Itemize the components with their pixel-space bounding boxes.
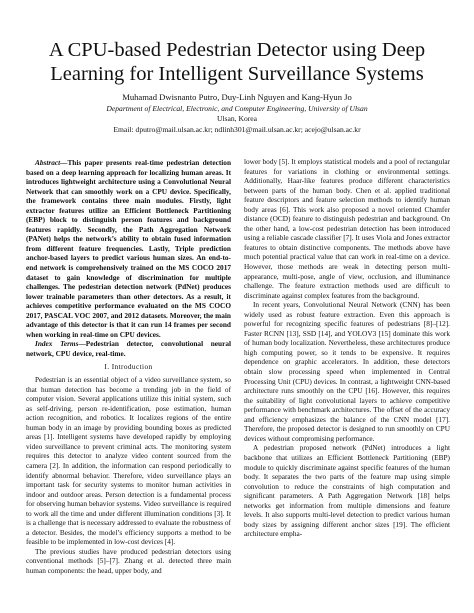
index-terms-text: —Pedestrian detector, convolutional neural network, CPU device, real-time. (26, 339, 231, 358)
paper-title: A CPU-based Pedestrian Detector using Deep Learning for Intelligent Surveillance Systems (48, 39, 426, 85)
right-paragraph-3: A pedestrian proposed network (PdNet) introduces a light backbone that utilizes an Efficient Bottleneck Partitioning (EBP) module to quickly discriminate against specific features of the human body. It separates the two parts of the feature map using simple convolution to reduce the constraints of high computation and significant parameters. A Path Aggregation Network [18] helps networks get information from multiple dimensions and feature levels. It also supports multi-level detection to predict various human body sizes by assigning different anchor sizes [19]. The efficient architecture empha- (244, 443, 450, 539)
section-heading-introduction: I. Introduction (104, 362, 153, 372)
left-column (26, 158, 231, 576)
affiliation: Department of Electrical, Electronic, and Computer Engineering, University of Ulsan (106, 104, 368, 113)
location: Ulsan, Korea (216, 114, 258, 123)
right-paragraph-1: lower body [5]. It employs statistical models and a pool of rectangular features for variations in clothing or environmental settings. Additionally, Haar-like features produce different characteristics between parts of the human body. Chen et al. applied traditional feature descriptors and feature selection methods to identify human body areas [6]. This work also proposed a novel oriented Chamfer distance (OCD) feature to distinguish pedestrian and background. On the other hand, a low-cost pedestrian detection has been introduced using a reliable cascade classifier [7]. It uses Viola and Jones extractor features to obtain distinctive components. The methods above have much potential practical value that can work in real-time on a device. However, those methods are weak in detecting person multi-appearance, multi-pose, angle of view, occlusion, and illuminance challenge. The feature extraction methods used are difficult to discriminate against complex features from the background. (244, 157, 450, 300)
intro-paragraph-1: Pedestrian is an essential object of a video surveillance system, so that human detection has become a trending job in the field of computer vision. Several applications utilize this initial system, such as self-driving, person re-identification, pose estimation, human action recognition, and robotics. It localizes regions of the entire human body in an image by providing bounding boxes as predicted areas [1]. Intelligent systems have developed rapidly by employing video surveillance to prevent criminal acts. The monitoring system requires this detector to analyze video content sourced from the camera [2]. In addition, the information can respond periodically to identify abnormal behavior. Therefore, video surveillance plays an important task for security systems to monitor human activities in indoor and outdoor areas. Person detection is a fundamental process for observing human behavior systems. Video surveillance is required to work all the time and under different illumination conditions [3]. It is a challenge that is necessary addressed to evaluate the robustness of a detector. Besides, the model’s efficiency supports a method to be feasible to be implemented in low-cost devices [4]. (26, 375, 231, 547)
index-terms-lead: Index Terms (35, 339, 79, 349)
intro-paragraph-2: The previous studies have produced pedestrian detectors using conventional methods [5]–[7]. Zhang et al. detected three main human components: the head, upper body, and (26, 546, 231, 575)
author-list: Muhamad Dwisnanto Putro, Duy-Linh Nguyen and Kang-Hyun Jo (122, 92, 352, 102)
index-terms (26, 339, 231, 358)
abstract-lead: Abstract (35, 158, 61, 167)
abstract (26, 158, 231, 339)
right-paragraph-2: In recent years, Convolutional Neural Network (CNN) has been widely used as robust feature extraction. Even this approach is powerful for recognizing specific features of pedestrians [8]–[12]. Faster RCNN [13], SSD [14], and YOLOV3 [15] dominate this work of human body localization. Nevertheless, these architectures produce high computing power, so it tends to be expensive. It requires dependence on graphic accelerators. In addition, these detectors obtain slow processing speed when implemented in Central Processing Unit (CPU) devices. In contrast, a lightweight CNN-based architecture runs smoothly on the CPU [16]. However, this requires the suitability of light convolutional layers to achieve competitive performance with benchmark architectures. The offset of the accuracy and efficiency emphasizes the balance of the CNN model [17]. Therefore, the proposed detector is designed to run smoothly on CPU devices without compromising performance. (244, 300, 450, 443)
abstract-text: —This paper presents real-time pedestrian detection based on a deep learning approach for localizing human areas. It introduces lightweight architecture using a Convolutional Neural Network that can smoothly work on a CPU device. Specifically, the framework contains three main modules. Firstly, light extractor features utilize an Efficient Bottleneck Partitioning (EBP) block to distinguish person features and background features rapidly. Secondly, the Path Aggregation Network (PANet) helps the network’s ability to obtain fused information from different feature frequencies. Lastly, Triple prediction anchor-based layers to predict various human sizes. An end-to-end network is comprehensively trained on the MS COCO 2017 dataset to gain knowledge of discrimination for multiple challenges. The pedestrian detection network (PdNet) produces lower trainable parameters than other detectors. As a result, it achieves competitive performance evaluated on the MS COCO 2017, PASCAL VOC 2007, and 2012 datasets. Moreover, the main advantage of this detector is that it can run 14 frames per second when working in real-time on CPU devices. (26, 158, 231, 339)
right-column (244, 157, 450, 539)
author-emails: Email: dputro@mail.ulsan.ac.kr; ndlinh301@mail.ulsan.ac.kr; acejo@ulsan.ac.kr (113, 125, 361, 134)
